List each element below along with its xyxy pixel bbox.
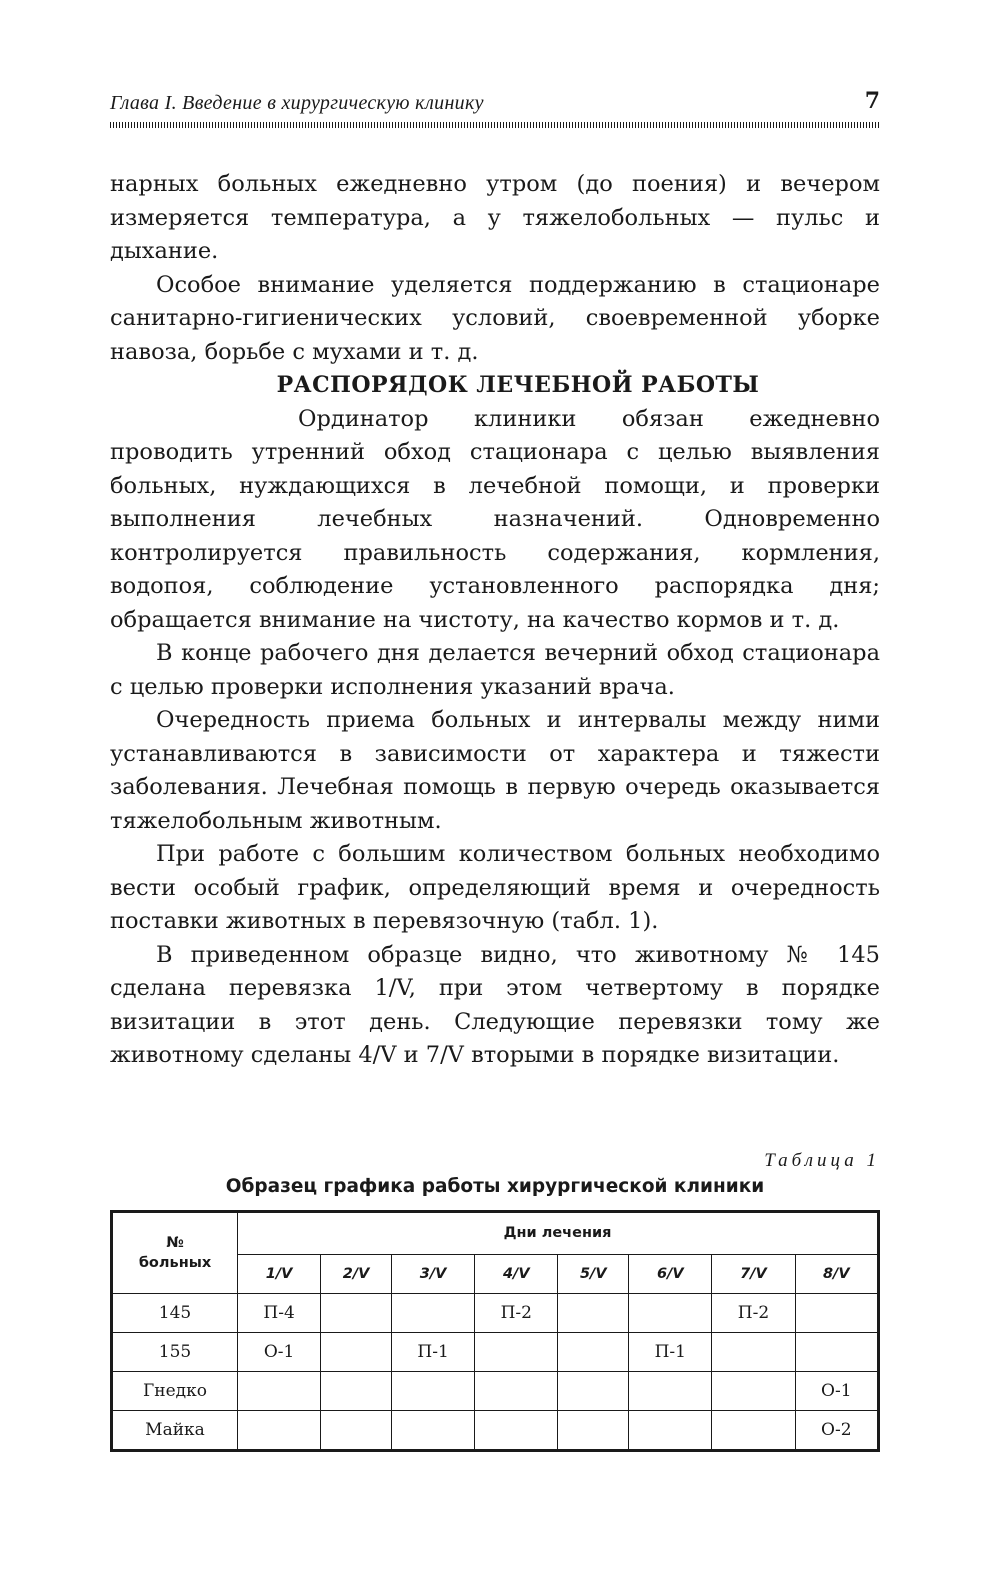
body-text	[110, 168, 880, 1073]
table-cell	[629, 1372, 712, 1411]
table-cell	[629, 1294, 712, 1333]
table-cell	[392, 1372, 475, 1411]
day-header: 1/V	[238, 1254, 321, 1293]
table-cell	[321, 1294, 392, 1333]
paragraph: Очередность приема больных и интервалы между ними устанавливаются в зависимости от характера и тяжести заболевания. Лечебная помощь в первую очередь оказывается тяжелобольным животным.	[110, 707, 880, 834]
table-label: Таблица 1	[764, 1150, 880, 1171]
paragraph: В конце рабочего дня делается вечерний обход стационара с целью проверки исполнения указаний врача.	[110, 640, 880, 700]
table-cell	[238, 1372, 321, 1411]
day-header: 6/V	[629, 1254, 712, 1293]
table-cell: П-2	[475, 1294, 558, 1333]
paragraph: Ординатор клиники обязан ежедневно проводить утренний обход стационара с целью выявления больных, нуждающихся в лечебной помощи, и проверки выполнения лечебных назначений. Одновременно контролируется правильность содержания, кормления, водопоя, соблюдение установленного распорядка дня; обращается внимание на чистоту, на качество кормов и т. д.	[110, 405, 880, 633]
table-cell: П-1	[392, 1333, 475, 1372]
paragraph: При работе с большим количеством больных необходимо вести особый график, определяющий время и очередность поставки животных в перевязочную (табл. 1).	[110, 841, 880, 934]
table-row	[112, 1372, 879, 1411]
table-cell	[558, 1333, 629, 1372]
table-cell: П-2	[712, 1294, 795, 1333]
table-cell	[712, 1411, 795, 1451]
table-cell	[795, 1333, 878, 1372]
table-cell	[629, 1411, 712, 1451]
section-title: РАСПОРЯДОК ЛЕЧЕБНОЙ РАБОТЫ	[276, 372, 760, 398]
day-header: 2/V	[321, 1254, 392, 1293]
table-cell	[475, 1333, 558, 1372]
table-title: Образец графика работы хирургической клиники	[225, 1176, 765, 1197]
table-cell: О-1	[795, 1372, 878, 1411]
table-cell	[558, 1372, 629, 1411]
schedule-table	[110, 1210, 880, 1452]
table-row	[112, 1333, 879, 1372]
table-cell	[392, 1411, 475, 1451]
day-header: 8/V	[795, 1254, 878, 1293]
running-title: Глава I. Введение в хирургическую клинику	[110, 92, 484, 114]
table-cell	[238, 1411, 321, 1451]
table-cell: О-2	[795, 1411, 878, 1451]
table-cell	[321, 1411, 392, 1451]
table-cell	[475, 1411, 558, 1451]
day-header: 4/V	[475, 1254, 558, 1293]
table-cell	[321, 1333, 392, 1372]
table-cell: П-4	[238, 1294, 321, 1333]
table-row	[112, 1411, 879, 1451]
table-cell: О-1	[238, 1333, 321, 1372]
header-rule	[110, 122, 880, 128]
patient-number-header: № больных	[112, 1212, 238, 1294]
page-number: 7	[864, 88, 880, 114]
treatment-days-header: Дни лечения	[238, 1212, 879, 1255]
table-cell	[392, 1294, 475, 1333]
paragraph: нарных больных ежедневно утром (до поения) и вечером измеряется температура, а у тяжелобольных — пульс и дыхание.	[110, 171, 880, 264]
day-header: 5/V	[558, 1254, 629, 1293]
patient-name: Гнедко	[112, 1372, 238, 1411]
table-cell	[558, 1294, 629, 1333]
day-header: 3/V	[392, 1254, 475, 1293]
patient-name: 145	[112, 1294, 238, 1333]
table-cell: П-1	[629, 1333, 712, 1372]
page-header	[110, 88, 880, 118]
table-cell	[795, 1294, 878, 1333]
patient-name: 155	[112, 1333, 238, 1372]
table-cell	[712, 1372, 795, 1411]
paragraph: В приведенном образце видно, что животному № 145 сделана перевязка 1/V, при этом четвертому в порядке визитации в этот день. Следующие перевязки тому же животному сделаны 4/V и 7/V вторыми в порядке визитации.	[110, 941, 880, 1068]
paragraph: Особое внимание уделяется поддержанию в стационаре санитарно-гигиенических условий, своевременной уборке навоза, борьбе с мухами и т. д.	[110, 271, 880, 365]
patient-name: Майка	[112, 1411, 238, 1451]
table-cell	[558, 1411, 629, 1451]
table-cell	[321, 1372, 392, 1411]
table-cell	[475, 1372, 558, 1411]
day-header: 7/V	[712, 1254, 795, 1293]
table-row	[112, 1294, 879, 1333]
table-cell	[712, 1333, 795, 1372]
